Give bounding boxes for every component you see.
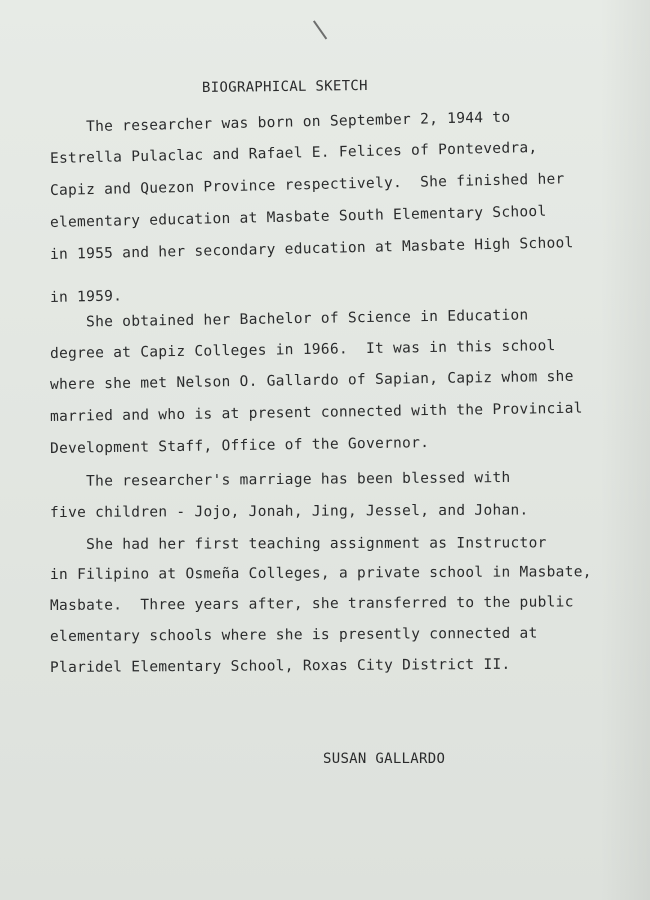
document-title: BIOGRAPHICAL SKETCH bbox=[201, 77, 368, 96]
paragraph-1-line-6: in 1959. bbox=[49, 288, 123, 306]
page-shadow bbox=[600, 0, 650, 900]
paragraph-2-line-2: degree at Capiz Colleges in 1966. It was in this school bbox=[49, 338, 556, 362]
paragraph-1-line-5: in 1955 and her secondary education at Masbate High School bbox=[49, 235, 574, 263]
paragraph-4-line-4: elementary schools where she is presently connected at bbox=[49, 625, 538, 645]
pen-mark bbox=[313, 20, 327, 39]
paragraph-4-line-5: Plaridel Elementary School, Roxas City District II. bbox=[49, 656, 511, 676]
paragraph-2-line-4: married and who is at present connected with the Provincial bbox=[49, 400, 583, 425]
paragraph-3-line-2: five children - Jojo, Jonah, Jing, Jessel, and Johan. bbox=[49, 502, 529, 521]
signature-name: SUSAN GALLARDO bbox=[323, 751, 446, 767]
paragraph-1-line-1: The researcher was born on September 2, 1944 to bbox=[49, 109, 511, 136]
paragraph-4-line-1: She had her first teaching assignment as Instructor bbox=[49, 535, 547, 553]
paragraph-4-line-2: in Filipino at Osmeña Colleges, a private school in Masbate, bbox=[49, 564, 592, 583]
paragraph-1-line-4: elementary education at Masbate South Elementary School bbox=[49, 203, 547, 231]
paragraph-2-line-1: She obtained her Bachelor of Science in Education bbox=[49, 307, 529, 331]
paragraph-3-line-1: The researcher's marriage has been blessed with bbox=[49, 469, 511, 490]
paragraph-2-line-5: Development Staff, Office of the Governor. bbox=[49, 435, 430, 457]
paragraph-1-line-2: Estrella Pulaclac and Rafael E. Felices of Pontevedra, bbox=[49, 139, 538, 167]
paragraph-4-line-3: Masbate. Three years after, she transferred to the public bbox=[49, 594, 574, 614]
paragraph-2-line-3: where she met Nelson O. Gallardo of Sapian, Capiz whom she bbox=[49, 368, 574, 393]
paragraph-1-line-3: Capiz and Quezon Province respectively. She finished her bbox=[49, 171, 565, 199]
